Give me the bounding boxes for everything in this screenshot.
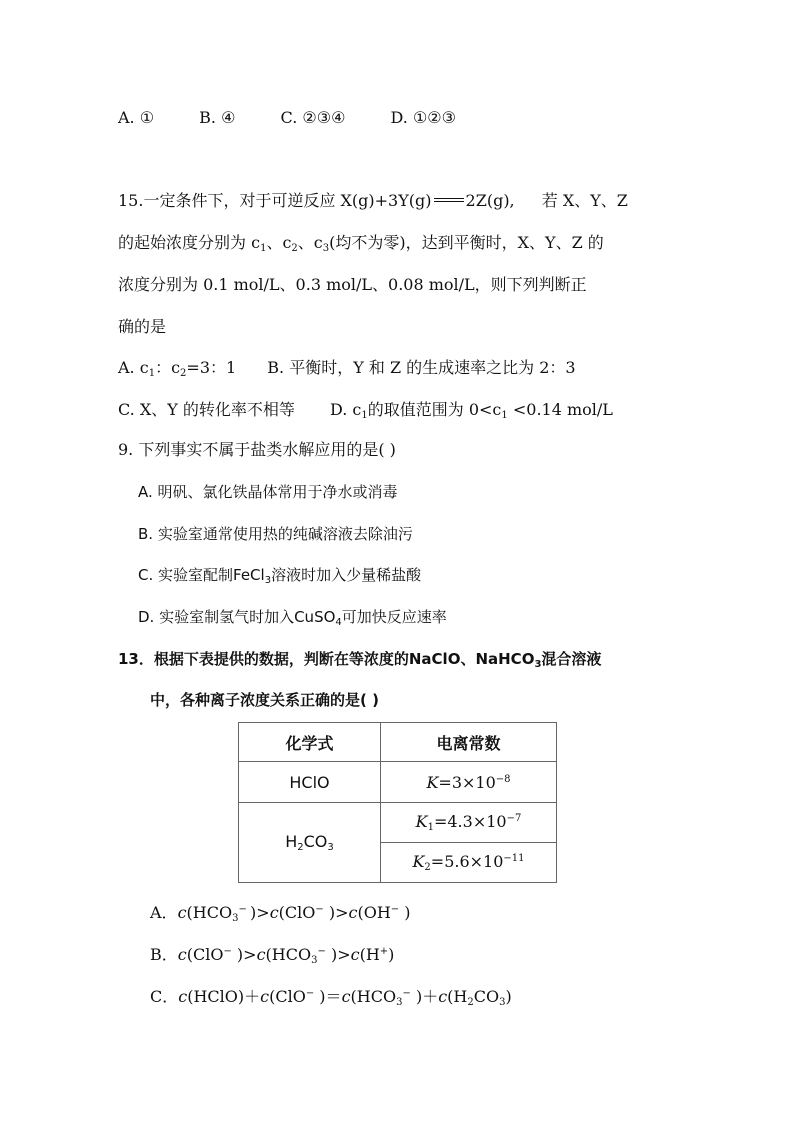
opt-text: (HCO: [350, 987, 397, 1006]
subscript: 1: [148, 368, 156, 379]
superscript: −: [315, 904, 324, 915]
subscript: 3: [327, 842, 334, 853]
formula-text: CO: [303, 832, 328, 851]
superscript: −: [305, 988, 315, 999]
q15-option-d: <0.14 mol/L: [507, 400, 613, 419]
superscript: −: [223, 946, 232, 957]
superscript: +: [379, 946, 389, 957]
k-value: =3×10: [438, 772, 496, 792]
opt-text: CO: [473, 987, 500, 1006]
k-value: =5.6×10: [430, 852, 504, 871]
k-symbol: K: [426, 772, 439, 792]
subscript: 2: [424, 862, 431, 873]
subscript: 3: [311, 955, 318, 966]
equilibrium-arrow-icon: [434, 198, 464, 202]
subscript: 2: [291, 243, 298, 254]
q15-text: 15.一定条件下，对于可逆反应 X(g)+3Y(g): [118, 191, 432, 210]
opt-text: (HCO: [265, 945, 312, 964]
opt-text: c: [260, 987, 270, 1006]
superscript: −: [402, 988, 411, 999]
opt-text: )＝: [314, 987, 342, 1006]
q15-options-ab: [118, 357, 576, 385]
superscript: −: [317, 946, 326, 957]
q15-stem-line4: 确的是: [118, 317, 167, 336]
opt-text: (H: [447, 987, 468, 1006]
q14-option-b: B. ④: [199, 108, 236, 127]
opt-text: c: [350, 945, 360, 964]
q15-option-d: D. c: [329, 400, 362, 419]
q13-option-c: [150, 983, 512, 1014]
opt-text: (HClO)＋: [187, 987, 261, 1006]
q13-option-a: [150, 899, 411, 930]
opt-text: )>: [325, 945, 351, 964]
subscript: 3: [396, 997, 403, 1008]
q13-stem-text: 13．根据下表提供的数据，判断在等浓度的NaClO、NaHCO: [118, 650, 535, 668]
q15-text: 若 X、Y、Z: [541, 191, 628, 210]
q14-option-d: D. ①②③: [390, 108, 456, 127]
q15-option-b: B. 平衡时，Y 和 Z 的生成速率之比为 2：3: [267, 358, 576, 377]
q9-option-a: A. 明矾、氯化铁晶体常用于净水或消毒: [138, 483, 398, 501]
q15-text: 的起始浓度分别为 c: [118, 233, 261, 252]
opt-text: (HCO: [186, 903, 233, 922]
subscript: 3: [264, 575, 272, 586]
q9-option-c: [138, 564, 421, 592]
subscript: 4: [335, 617, 342, 628]
q9-option-c-text: C. 实验室配制FeCl: [138, 566, 265, 584]
q15-option-a: A. c: [118, 358, 149, 377]
q15-text: 2Z(g),: [465, 191, 515, 210]
table-cell-k2: [381, 843, 557, 883]
q13-option-b: [150, 941, 394, 972]
subscript: 3: [534, 659, 542, 670]
superscript: −: [390, 904, 400, 915]
table-header-formula: 化学式: [239, 723, 381, 762]
opt-text: (ClO: [278, 903, 316, 922]
q15-option-c: C. X、Y 的转化率不相等: [118, 400, 295, 419]
opt-text: A．: [150, 903, 178, 922]
table-cell-hclo: HClO: [239, 762, 381, 803]
opt-text: c: [177, 903, 187, 922]
q9-option-c-text: 溶液时加入少量稀盐酸: [271, 566, 422, 584]
table-cell-hclo-k: [381, 762, 557, 803]
opt-text: c: [177, 945, 187, 964]
q15-option-a: ：c: [155, 358, 181, 377]
subscript: 3: [322, 243, 330, 254]
q15-stem-line2: [118, 232, 604, 260]
table-cell-h2co3: [239, 803, 381, 883]
q15-stem-line1: [118, 190, 628, 212]
q15-text: 、c: [297, 233, 323, 252]
opt-text: ): [505, 987, 512, 1006]
exponent: −8: [495, 773, 511, 785]
q9-option-d: [138, 606, 447, 634]
opt-text: (ClO: [269, 987, 306, 1006]
opt-text: )>: [231, 945, 257, 964]
q14-options: [118, 107, 456, 129]
superscript: −: [238, 904, 251, 915]
q13-stem-line2: 中，各种离子浓度关系正确的是( ): [150, 691, 379, 709]
opt-text: (OH: [357, 903, 391, 922]
opt-text: c: [341, 987, 351, 1006]
ionization-constant-table: [238, 722, 557, 883]
q9-option-d-text: D. 实验室制氢气时加入CuSO: [138, 608, 336, 626]
table-header-constant: 电离常数: [381, 723, 557, 762]
subscript: 1: [501, 410, 508, 421]
q9-option-d-text: 可加快反应速率: [341, 608, 447, 626]
opt-text: )＋: [410, 987, 439, 1006]
k-value: =4.3×10: [433, 812, 507, 831]
q15-option-d: 的取值范围为 0<c: [367, 400, 502, 419]
opt-text: )>: [323, 903, 349, 922]
q13-stem-text: 混合溶液: [541, 650, 602, 668]
exponent: −11: [503, 853, 525, 864]
subscript: 3: [499, 997, 506, 1008]
opt-text: B．: [150, 945, 178, 964]
q15-text: 、c: [266, 233, 292, 252]
subscript: 2: [180, 368, 187, 379]
opt-text: c: [256, 945, 266, 964]
k-symbol: K: [415, 812, 428, 831]
opt-text: )>: [250, 903, 270, 922]
subscript: 1: [361, 410, 368, 421]
formula-text: H: [285, 832, 298, 851]
table-cell-k1: [381, 803, 557, 843]
subscript: 2: [467, 997, 474, 1008]
q14-option-a: A. ①: [118, 108, 155, 127]
q13-stem-line1: [118, 648, 601, 676]
q14-option-c: C. ②③④: [280, 108, 346, 127]
opt-text: ): [399, 903, 411, 922]
opt-text: c: [178, 987, 188, 1006]
opt-text: (H: [359, 945, 380, 964]
opt-text: C．: [150, 987, 179, 1006]
opt-text: (ClO: [186, 945, 224, 964]
opt-text: c: [269, 903, 279, 922]
q9-stem: 9. 下列事实不属于盐类水解应用的是( ): [118, 440, 396, 459]
q9-option-b: B. 实验室通常使用热的纯碱溶液去除油污: [138, 525, 413, 543]
subscript: 1: [427, 822, 434, 833]
k-symbol: K: [412, 852, 425, 871]
q15-text: (均不为零)，达到平衡时，X、Y、Z 的: [329, 233, 604, 252]
subscript: 3: [232, 913, 239, 924]
opt-text: ): [388, 945, 395, 964]
q15-option-a: =3：1: [186, 358, 237, 377]
opt-text: c: [348, 903, 358, 922]
subscript: 1: [260, 243, 267, 254]
opt-text: c: [438, 987, 448, 1006]
q15-stem-line3: 浓度分别为 0.1 mol/L、0.3 mol/L、0.08 mol/L，则下列判断正: [118, 275, 587, 294]
subscript: 2: [297, 842, 304, 853]
q15-options-cd: [118, 399, 613, 427]
exponent: −7: [506, 813, 522, 824]
